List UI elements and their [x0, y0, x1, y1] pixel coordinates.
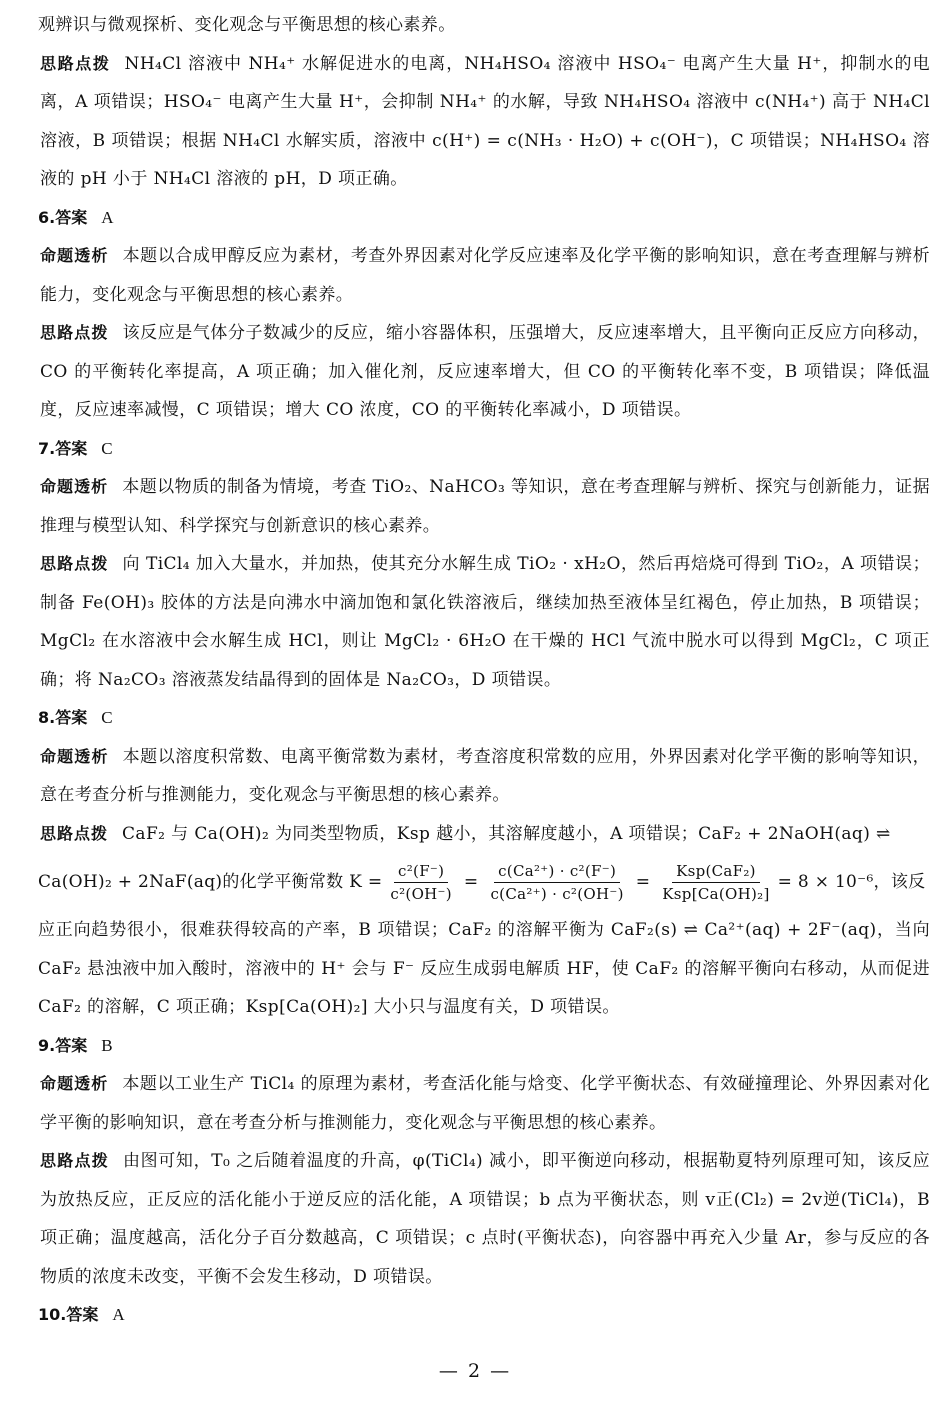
page-number: — 2 — [438, 1360, 512, 1382]
q6-reasoning [38, 314, 930, 430]
answer-label: 答案 [55, 207, 88, 227]
q7-reasoning-text: 向 TiCl₄ 加入大量水，并加热，使其充分水解生成 TiO₂ · xH₂O，然后再焙烧可得到 TiO₂，A 项错误；制备 Fe(OH)₃ 胶体的方法是向沸水中滴加饱和氯化铁溶液后，继续加热至液体呈红褐色，停止加热，B 项错误；MgCl₂ 在水溶液中会水解生成 HCl，则让 MgCl₂ · 6H₂O 在干燥的 HCl 气流中脱水可以得到 MgCl₂，C 项正确；将 Na₂CO₃ 溶液蒸发结晶得到的固体是 Na₂CO₃，D 项错误。 [40, 554, 930, 690]
q9-reasoning-text: 由图可知，T₀ 之后随着温度的升高，φ(TiCl₄) 减小，即平衡逆向移动，根据勒夏特列原理可知，该反应为放热反应，正反应的活化能小于逆反应的活化能，A 项错误；b 点为平衡状态，则 v正(Cl₂) = 2v逆(TiCl₄)，B 项正确；温度越高，活化分子百分数越高，C 项错误；c 点时(平衡状态)，向容器中再充入少量 Ar，参与反应的各物质的浓度未改变，平衡不会发生移动，D 项错误。 [40, 1151, 930, 1287]
q8-analysis [38, 738, 930, 815]
q7-answer-row [38, 430, 930, 469]
reasoning-label: 思路点拨 [40, 554, 109, 573]
q8-equilibrium-formula [38, 853, 930, 911]
q10-answer: A [112, 1305, 125, 1324]
q8-number: 8. [38, 708, 56, 727]
fraction-3 [658, 861, 773, 904]
q9-analysis-text: 本题以工业生产 TiCl₄ 的原理为素材，考查活化能与焓变、化学平衡状态、有效碰撞理论、外界因素对化学平衡的影响知识，意在考查分析与推测能力，变化观念与平衡思想的核心素养。 [40, 1074, 930, 1133]
q9-answer-row [38, 1027, 930, 1066]
analysis-label: 命题透析 [40, 246, 109, 265]
fraction-2 [486, 861, 627, 904]
analysis-label: 命题透析 [40, 746, 109, 766]
reasoning-label: 思路点拨 [40, 53, 111, 73]
answer-label: 答案 [55, 708, 88, 727]
equals-sign: = [463, 872, 479, 892]
answer-label: 答案 [55, 1035, 88, 1055]
q6-number: 6. [38, 207, 56, 227]
reasoning-label: 思路点拨 [40, 823, 109, 843]
analysis-label: 命题透析 [40, 477, 109, 496]
q8-answer: C [101, 708, 113, 727]
q8-answer-row [38, 699, 930, 738]
q10-number: 10. [38, 1305, 67, 1324]
formula-lead: Ca(OH)₂ + 2NaF(aq)的化学平衡常数 K = [38, 872, 383, 892]
q8-reasoning-a [38, 815, 930, 854]
q9-number: 9. [38, 1035, 56, 1055]
q9-answer: B [101, 1035, 113, 1055]
equals-sign: = [635, 872, 651, 892]
q6-answer-row [38, 199, 930, 238]
analysis-label: 命题透析 [40, 1074, 109, 1093]
q6-reasoning-text: 该反应是气体分子数减少的反应，缩小容器体积，压强增大，反应速率增大，且平衡向正反应方向移动，CO 的平衡转化率提高，A 项正确；加入催化剂，反应速率增大，但 CO 的平衡转化率不变，B 项错误；降低温度，反应速率减慢，C 项错误；增大 CO 浓度，CO 的平衡转化率减小，D 项错误。 [40, 323, 930, 420]
fraction-2-denominator: c(Ca²⁺) · c²(OH⁻) [490, 884, 624, 903]
answer-document [38, 6, 930, 1335]
q8-reasoning-text-a: CaF₂ 与 Ca(OH)₂ 为同类型物质，Ksp 越小，其溶解度越小，A 项错误；CaF₂ + 2NaOH(aq) ⇌ [122, 823, 891, 844]
q5-reasoning [38, 45, 930, 199]
q7-number: 7. [38, 438, 56, 458]
q4-intro-tail: 观辨识与微观探析、变化观念与平衡思想的核心素养。 [38, 15, 456, 35]
fraction-1-denominator: c²(OH⁻) [390, 884, 452, 903]
fraction-1-numerator: c²(F⁻) [394, 861, 448, 883]
q10-answer-row [38, 1296, 930, 1335]
q7-analysis [38, 468, 930, 545]
q7-answer: C [101, 438, 113, 458]
fraction-2-numerator: c(Ca²⁺) · c²(F⁻) [494, 861, 620, 883]
q6-analysis-text: 本题以合成甲醇反应为素材，考查外界因素对化学反应速率及化学平衡的影响知识，意在考查理解与辨析能力，变化观念与平衡思想的核心素养。 [40, 246, 930, 305]
q6-analysis [38, 237, 930, 314]
reasoning-label: 思路点拨 [40, 1151, 109, 1170]
q8-analysis-text: 本题以溶度积常数、电离平衡常数为素材，考查溶度积常数的应用，外界因素对化学平衡的影响等知识，意在考查分析与推测能力，变化观念与平衡思想的核心素养。 [40, 746, 930, 805]
q9-reasoning [38, 1142, 930, 1296]
reasoning-label: 思路点拨 [40, 323, 109, 342]
q5-reasoning-text: NH₄Cl 溶液中 NH₄⁺ 水解促进水的电离，NH₄HSO₄ 溶液中 HSO₄⁻ 电离产生大量 H⁺，抑制水的电离，A 项错误；HSO₄⁻ 电离产生大量 H⁺，会抑制 NH₄⁺ 的水解，导致 NH₄HSO₄ 溶液中 c(NH₄⁺) 高于 NH₄Cl 溶液，B 项错误；根据 NH₄Cl 水解实质，溶液中 c(H⁺) = c(NH₃ · H₂O) + c(OH⁻)，C 项错误；NH₄HSO₄ 溶液的 pH 小于 NH₄Cl 溶液的 pH，D 项正确。 [40, 53, 930, 189]
fraction-3-denominator: Ksp[Ca(OH)₂] [662, 884, 770, 903]
fraction-3-numerator: Ksp(CaF₂) [672, 861, 760, 883]
answer-label: 答案 [55, 438, 88, 458]
q9-analysis [38, 1065, 930, 1142]
q7-analysis-text: 本题以物质的制备为情境，考查 TiO₂、NaHCO₃ 等知识，意在考查理解与辨析、探究与创新能力，证据推理与模型认知、科学探究与创新意识的核心素养。 [40, 477, 930, 536]
formula-tail: = 8 × 10⁻⁶，该反 [777, 872, 926, 892]
q6-answer: A [101, 207, 114, 227]
q8-reasoning-b: 应正向趋势很小，很难获得较高的产率，B 项错误；CaF₂ 的溶解平衡为 CaF₂(s) ⇌ Ca²⁺(aq) + 2F⁻(aq)，当向 CaF₂ 悬浊液中加入酸时，溶液中的 H⁺ 会与 F⁻ 反应生成弱电解质 HF，使 CaF₂ 的溶解平衡向右移动，从而促进 CaF₂ 的溶解，C 项正确；Ksp[Ca(OH)₂] 大小只与温度有关，D 项错误。 [38, 920, 930, 1017]
q7-reasoning [38, 545, 930, 699]
answer-label: 答案 [66, 1305, 99, 1324]
fraction-1 [386, 861, 456, 904]
